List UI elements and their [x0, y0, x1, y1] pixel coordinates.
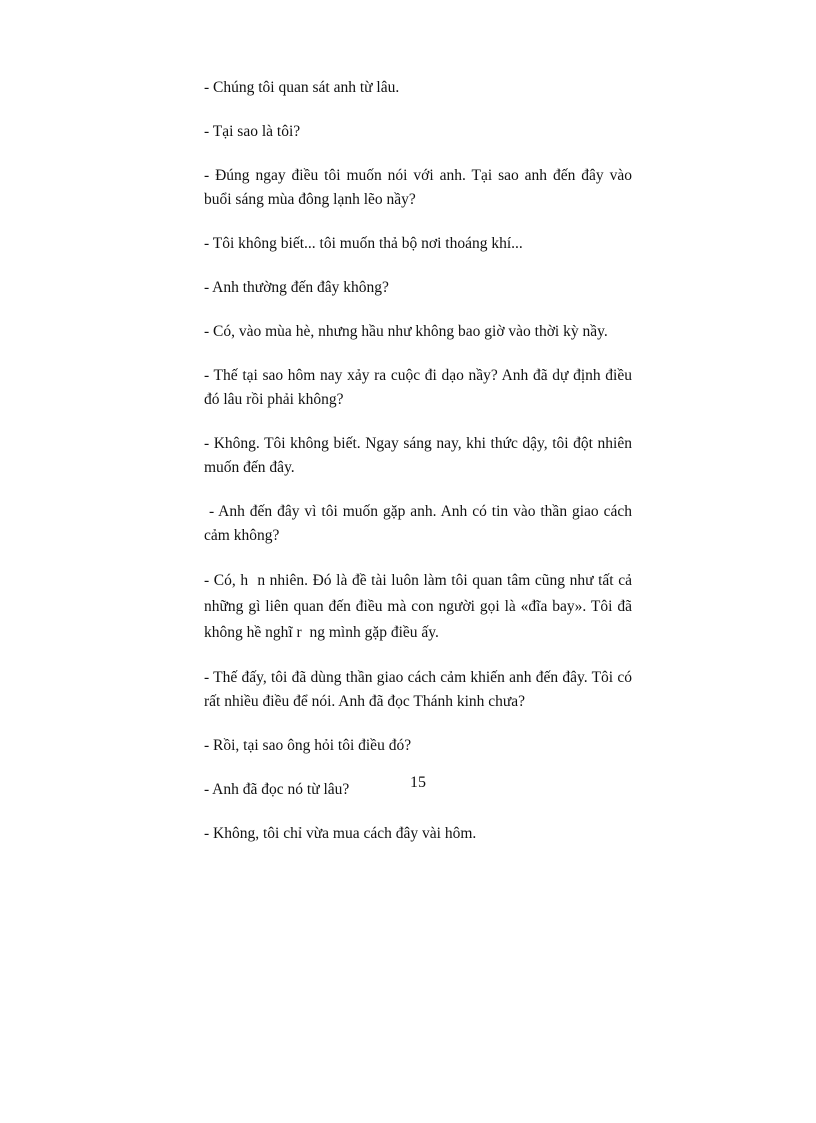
- dialogue-paragraph-10: - Có, h n nhiên. Đó là đề tài luôn làm tôi quan tâm cũng như tất cả những gì liên quan đến điều mà con người gọi là «đĩa bay». Tôi đã không hề nghĩ r ng mình gặp điều ấy.: [204, 572, 636, 641]
- dialogue-paragraph-4: - Tôi không biết... tôi muốn thả bộ nơi thoáng khí...: [204, 235, 523, 252]
- dialogue-paragraph-7: - Thế tại sao hôm nay xảy ra cuộc đi dạo nầy? Anh đã dự định điều đó lâu rồi phải không?: [204, 367, 632, 408]
- dialogue-paragraph-9: - Anh đến đây vì tôi muốn gặp anh. Anh có tin vào thần giao cách cảm không?: [204, 503, 636, 544]
- page-number: 15: [410, 774, 426, 791]
- dialogue-paragraph-6: - Có, vào mùa hè, nhưng hầu như không bao giờ vào thời kỳ nầy.: [204, 323, 608, 340]
- dialogue-paragraph-13: - Anh đã đọc nó từ lâu?: [204, 781, 350, 798]
- dialogue-paragraph-2: - Tại sao là tôi?: [204, 123, 301, 140]
- dialogue-paragraph-12: - Rồi, tại sao ông hỏi tôi điều đó?: [204, 737, 412, 754]
- document-page: [204, 76, 636, 866]
- dialogue-paragraph-3: - Đúng ngay điều tôi muốn nói với anh. Tại sao anh đến đây vào buổi sáng mùa đông lạnh lẽo nầy?: [204, 167, 632, 208]
- dialogue-paragraph-11: - Thế đấy, tôi đã dùng thần giao cách cảm khiến anh đến đây. Tôi có rất nhiều điều để nói. Anh đã đọc Thánh kinh chưa?: [204, 669, 632, 710]
- dialogue-paragraph-8: - Không. Tôi không biết. Ngay sáng nay, khi thức dậy, tôi đột nhiên muốn đến đây.: [204, 435, 632, 476]
- dialogue-paragraph-14: - Không, tôi chỉ vừa mua cách đây vài hôm.: [204, 825, 477, 842]
- dialogue-paragraph-5: - Anh thường đến đây không?: [204, 279, 389, 296]
- dialogue-paragraph-1: - Chúng tôi quan sát anh từ lâu.: [204, 79, 400, 96]
